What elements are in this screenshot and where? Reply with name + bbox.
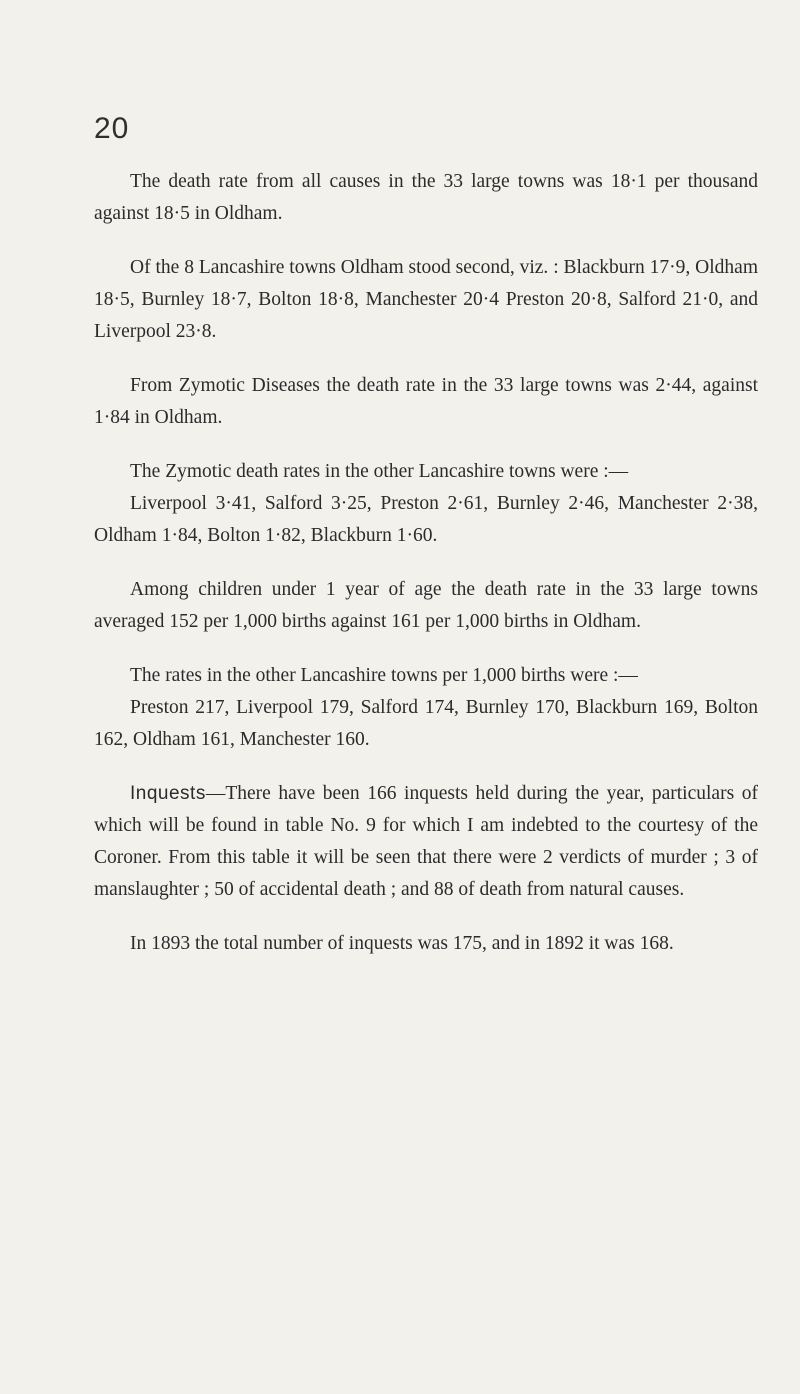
document-body bbox=[94, 166, 758, 982]
paragraph-inquests bbox=[94, 778, 758, 906]
paragraph-zymotic-lancashire bbox=[94, 456, 758, 552]
paragraph-lancashire-ranking: Of the 8 Lancashire towns Oldham stood second, viz. : Blackburn 17·9, Oldham 18·5, Burnley 18·7, Bolton 18·8, Manchester 20·4 Preston 20·8, Salford 21·0, and Liverpool 23·8. bbox=[94, 257, 758, 342]
inquests-body: —There have been 166 inquests held during the year, particulars of which will be found in table No. 9 for which I am indebted to the courtesy of the Coroner. From this table it will be seen that there were 2 verdicts of murder ; 3 of manslaughter ; 50 of accidental death ; and 88 of death from natural causes. bbox=[94, 783, 758, 900]
paragraph-death-rate-all-causes: The death rate from all causes in the 33 large towns was 18·1 per thousand against 18·5 in Oldham. bbox=[94, 171, 758, 224]
infant-intro: The rates in the other Lancashire towns per 1,000 births were :— bbox=[130, 665, 638, 686]
paragraph-inquests-previous-years: In 1893 the total number of inquests was 175, and in 1892 it was 168. bbox=[130, 933, 674, 954]
zymotic-intro: The Zymotic death rates in the other Lancashire towns were :— bbox=[130, 461, 629, 482]
paragraph-infant-mortality: Among children under 1 year of age the death rate in the 33 large towns averaged 152 per 1,000 births against 161 per 1,000 births in Oldham. bbox=[94, 579, 758, 632]
paragraph-infant-lancashire bbox=[94, 660, 758, 756]
zymotic-list: Liverpool 3·41, Salford 3·25, Preston 2·61, Burnley 2·46, Manchester 2·38, Oldham 1·84, Bolton 1·82, Blackburn 1·60. bbox=[94, 493, 758, 546]
paragraph-zymotic-diseases: From Zymotic Diseases the death rate in the 33 large towns was 2·44, against 1·84 in Oldham. bbox=[94, 375, 758, 428]
infant-list: Preston 217, Liverpool 179, Salford 174, Burnley 170, Blackburn 169, Bolton 162, Oldham 161, Manchester 160. bbox=[94, 697, 758, 750]
page-number: 20 bbox=[94, 112, 130, 145]
inquests-heading: Inquests bbox=[130, 783, 206, 804]
